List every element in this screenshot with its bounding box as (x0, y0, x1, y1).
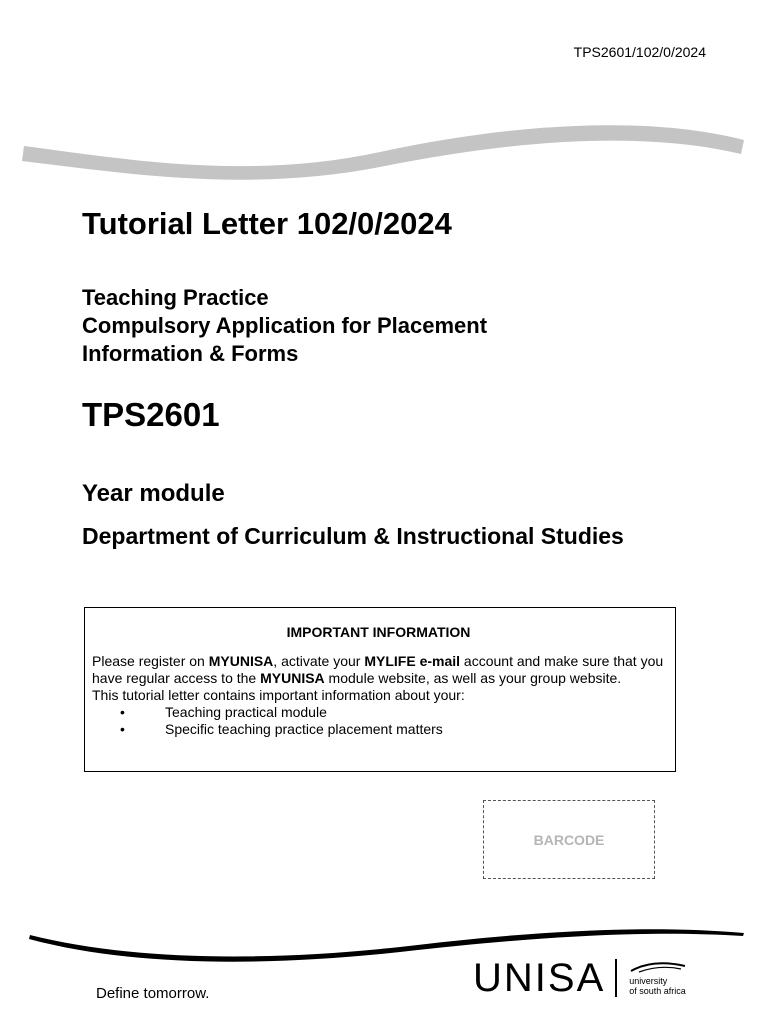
subtitle-line: Teaching Practice (82, 285, 269, 310)
document-code: TPS2601/102/0/2024 (573, 44, 706, 60)
contents-list (92, 704, 665, 738)
module-code: TPS2601 (82, 396, 220, 433)
contents-intro: This tutorial letter contains important information about your: (92, 687, 465, 703)
department-name: Department of Curriculum & Instructional Studies (82, 523, 624, 549)
logo-divider (615, 959, 617, 997)
subtitle-line: Compulsory Application for Placement (82, 313, 488, 338)
list-item: • Specific teaching practice placement matters (92, 721, 665, 738)
important-heading: IMPORTANT INFORMATION (286, 624, 471, 640)
subtitle-line: Information & Forms (82, 341, 299, 366)
unisa-logo (473, 958, 687, 998)
list-item: • Teaching practical module (92, 704, 665, 721)
text-segment: Please register on (92, 653, 209, 669)
tagline: Define tomorrow. (96, 985, 210, 1002)
logo-wordmark: UNISA (473, 956, 606, 1000)
text-segment: account and make sure that you have regular access to the (92, 653, 664, 686)
page-title: Tutorial Letter 102/0/2024 (82, 206, 452, 241)
myunisa-emphasis: MYUNISA (260, 670, 325, 686)
module-type: Year module (82, 480, 225, 507)
logo-swoosh-icon (629, 961, 687, 973)
myunisa-emphasis: MYUNISA (208, 653, 274, 669)
text-segment: module website, as well as your group website. (324, 670, 622, 686)
logo-line-university: university (629, 975, 668, 986)
logo-subtext (629, 961, 687, 996)
mylife-emphasis: MYLIFE e-mail (364, 653, 461, 669)
barcode-placeholder (483, 800, 655, 879)
text-segment: , activate your (273, 653, 365, 669)
top-wave-decoration (0, 100, 768, 190)
logo-line-south-africa: of south africa (629, 985, 686, 996)
subtitle (82, 284, 487, 368)
register-instructions (92, 653, 665, 687)
important-information-box (84, 607, 676, 772)
barcode-label: BARCODE (533, 831, 605, 848)
